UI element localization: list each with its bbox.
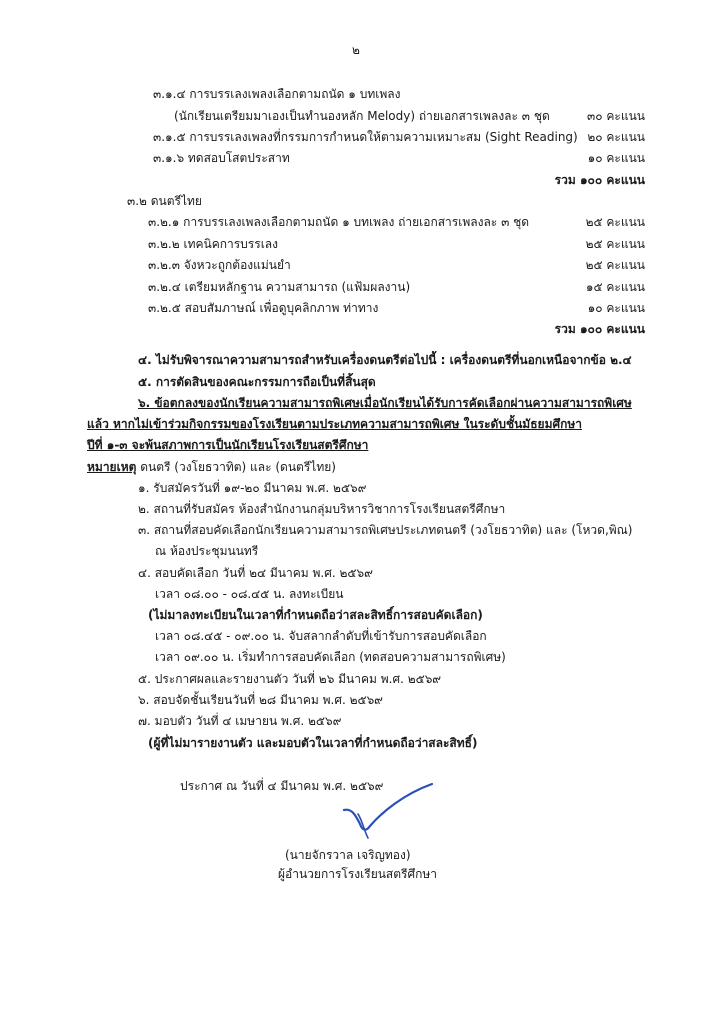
announcement-date: ประกาศ ณ วันที่ ๔ มีนาคม พ.ศ. ๒๕๖๙ bbox=[180, 779, 384, 793]
clause-5: ๕. การตัดสินของคณะกรรมการถือเป็นที่สิ้นสุด bbox=[138, 375, 376, 389]
clause-6-line-1: ๖. ข้อตกลงของนักเรียนความสามารถพิเศษเมื่อนักเรียนได้รับการคัดเลือกผ่านความสามารถพิเศษ bbox=[138, 396, 632, 410]
remark-item-4-time-1: เวลา ๐๘.๐๐ - ๐๘.๔๕ น. ลงทะเบียน bbox=[155, 587, 344, 601]
section-3-2-heading: ๓.๒ ดนตรีไทย bbox=[127, 194, 202, 208]
item-3-1-4-score: ๓๐ คะแนน bbox=[587, 109, 645, 123]
item-3-2-1-score: ๒๕ คะแนน bbox=[585, 215, 645, 229]
remark-item-1: ๑. รับสมัครวันที่ ๑๙-๒๐ มีนาคม พ.ศ. ๒๕๖๙ bbox=[138, 481, 367, 495]
remark-text: ดนตรี (วงโยธวาทิต) และ (ดนตรีไทย) bbox=[136, 460, 336, 474]
item-3-1-6-title: ๓.๑.๖ ทดสอบโสตประสาท bbox=[153, 151, 290, 165]
remark-item-7: ๗. มอบตัว วันที่ ๔ เมษายน พ.ศ. ๒๕๖๙ bbox=[138, 714, 342, 728]
remark-item-3-place: ณ ห้องประชุมนนทรี bbox=[155, 544, 259, 558]
remark-item-4-time-3: เวลา ๐๙.๐๐ น. เริ่มทำการสอบคัดเลือก (ทดสอบความสามารถพิเศษ) bbox=[155, 650, 506, 664]
remark-item-4: ๔. สอบคัดเลือก วันที่ ๒๔ มีนาคม พ.ศ. ๒๕๖๙ bbox=[138, 566, 373, 580]
item-3-2-2-score: ๒๕ คะแนน bbox=[585, 237, 645, 251]
signer-name: (นายจักรวาล เจริญทอง) bbox=[285, 848, 411, 862]
item-3-2-3-score: ๒๕ คะแนน bbox=[585, 258, 645, 272]
remark-item-4-note: (ไม่มาลงทะเบียนในเวลาที่กำหนดถือว่าสละสิทธิ์การสอบคัดเลือก) bbox=[148, 608, 483, 622]
remark-item-7-note: (ผู้ที่ไม่มารายงานตัว และมอบตัวในเวลาที่กำหนดถือว่าสละสิทธิ์) bbox=[148, 736, 478, 750]
clause-4: ๔. ไม่รับพิจารณาความสามารถสำหรับเครื่องดนตรีต่อไปนี้ : เครื่องดนตรีที่นอกเหนือจากข้อ ๒.๔ bbox=[138, 353, 632, 367]
remark-label: หมายเหตุ bbox=[87, 460, 137, 474]
item-3-2-5-score: ๑๐ คะแนน bbox=[587, 301, 645, 315]
item-3-2-3-label: ๓.๒.๓ จังหวะถูกต้องแม่นยำ bbox=[148, 258, 291, 272]
signer-title: ผู้อำนวยการโรงเรียนสตรีศึกษา bbox=[278, 867, 438, 881]
item-3-1-4-detail: (นักเรียนเตรียมมาเองเป็นทำนองหลัก Melody) ถ่ายเอกสารเพลงละ ๓ ชุด bbox=[174, 109, 550, 123]
section-3-2-total: รวม ๑๐๐ คะแนน bbox=[554, 322, 645, 336]
clause-6-line-2: แล้ว หากไม่เข้าร่วมกิจกรรมของโรงเรียนตามประเภทความสามารถพิเศษ ในระดับชั้นมัธยมศึกษา bbox=[87, 417, 583, 431]
page-number: ๒ bbox=[352, 43, 360, 57]
clause-6-line-3: ปีที่ ๑-๓ จะพ้นสภาพการเป็นนักเรียนโรงเรียนสตรีศึกษา bbox=[87, 438, 369, 452]
section-3-1-total: รวม ๑๐๐ คะแนน bbox=[554, 173, 645, 187]
remark-item-2: ๒. สถานที่รับสมัคร ห้องสำนักงานกลุ่มบริหารวิชาการโรงเรียนสตรีศึกษา bbox=[138, 502, 506, 516]
remark-item-6: ๖. สอบจัดชั้นเรียนวันที่ ๒๘ มีนาคม พ.ศ. ๒๕๖๙ bbox=[138, 693, 383, 707]
remark-item-4-time-2: เวลา ๐๘.๔๕ - ๐๙.๐๐ น. จับสลากลำดับที่เข้ารับการสอบคัดเลือก bbox=[155, 629, 487, 643]
item-3-1-6-score: ๑๐ คะแนน bbox=[587, 151, 645, 165]
item-3-2-4-label: ๓.๒.๔ เตรียมหลักฐาน ความสามารถ (แฟ้มผลงาน) bbox=[148, 280, 411, 294]
item-3-2-5-label: ๓.๒.๕ สอบสัมภาษณ์ เพื่อดูบุคลิกภาพ ท่าทาง bbox=[148, 301, 379, 315]
item-3-2-4-score: ๑๕ คะแนน bbox=[585, 280, 645, 294]
item-3-1-5-score: ๒๐ คะแนน bbox=[587, 130, 645, 144]
remark-line bbox=[87, 459, 336, 475]
item-3-2-2-label: ๓.๒.๒ เทคนิคการบรรเลง bbox=[148, 237, 279, 251]
remark-item-3: ๓. สถานที่สอบคัดเลือกนักเรียนความสามารถพิเศษประเภทดนตรี (วงโยธวาทิต) และ (โหวด,พิณ) bbox=[138, 523, 633, 537]
remark-item-5: ๕. ประกาศผลและรายงานตัว วันที่ ๒๖ มีนาคม พ.ศ. ๒๕๖๙ bbox=[138, 672, 442, 686]
item-3-1-4-title: ๓.๑.๔ การบรรเลงเพลงเลือกตามถนัด ๑ บทเพลง bbox=[153, 87, 401, 101]
item-3-2-1-label: ๓.๒.๑ การบรรเลงเพลงเลือกตามถนัด ๑ บทเพลง ถ่ายเอกสารเพลงละ ๓ ชุด bbox=[148, 215, 530, 229]
item-3-1-5-title: ๓.๑.๕ การบรรเลงเพลงที่กรรมการกำหนดให้ตามความเหมาะสม (Sight Reading) bbox=[153, 130, 578, 144]
signature-image bbox=[338, 780, 438, 840]
